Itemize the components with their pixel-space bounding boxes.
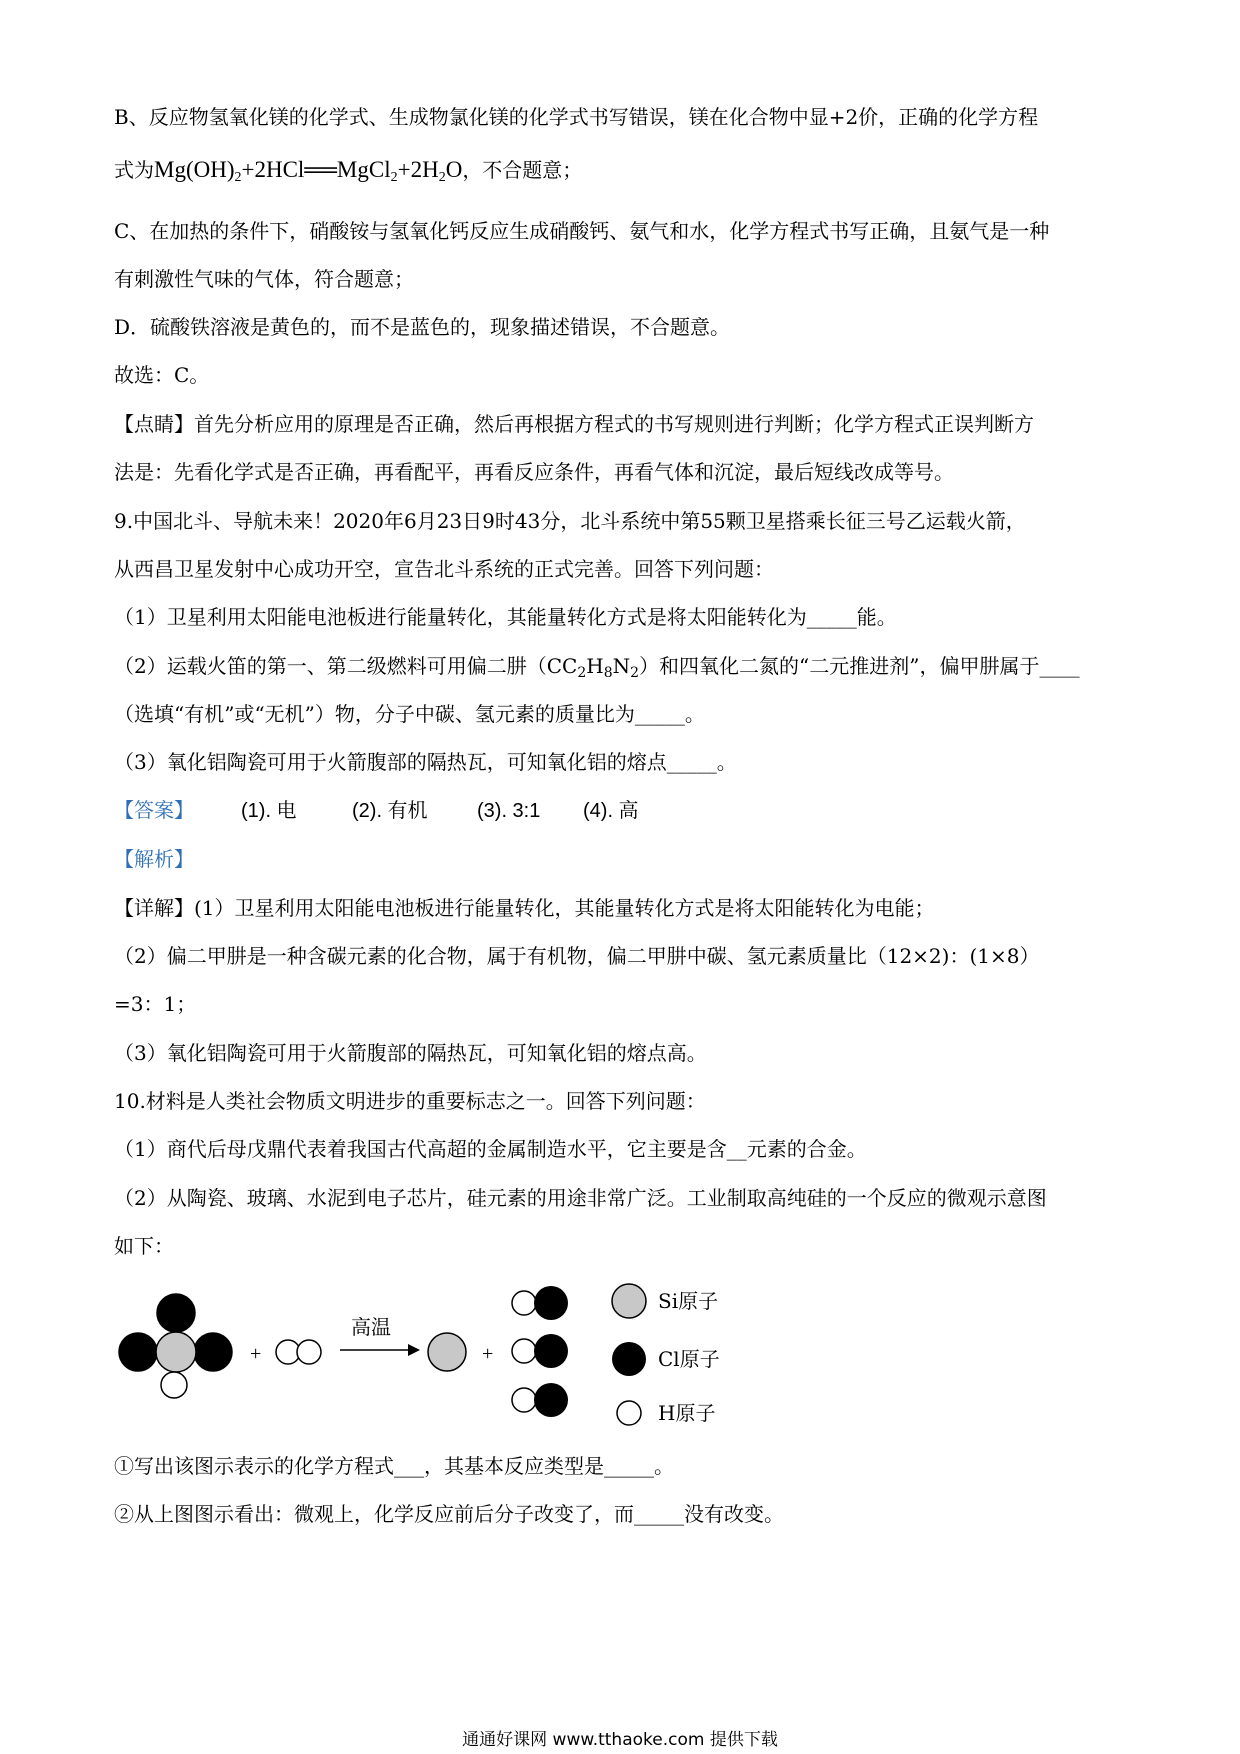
legend-h-icon bbox=[617, 1401, 641, 1425]
detail-line3: =3：1； bbox=[114, 992, 197, 1016]
legend-h-label: H原子 bbox=[658, 1401, 716, 1425]
detail-line2: （2）偏二甲肼是一种含碳元素的化合物，属于有机物，偏二甲肼中碳、氢元素质量比（12×2)：(1×8） bbox=[114, 944, 1040, 968]
question10-line1: 10.材料是人类社会物质文明进步的重要标志之一。回答下列问题： bbox=[114, 1089, 706, 1113]
cl-atom bbox=[534, 1286, 568, 1320]
sihcl3-molecule bbox=[119, 1294, 232, 1398]
h-atom bbox=[297, 1340, 321, 1364]
si-atom-product bbox=[428, 1333, 466, 1371]
paragraph-d: D．硫酸铁溶液是黄色的，而不是蓝色的，现象描述错误，不合题意。 bbox=[114, 315, 731, 339]
paragraph-b-line1: B、反应物氢氧化镁的化学式、生成物氯化镁的化学式书写错误，镁在化合物中显+2价，正确的化学方程 bbox=[114, 105, 1039, 129]
cl-atom bbox=[534, 1383, 568, 1417]
paragraph-c-line2: 有刺激性气味的气体，符合题意； bbox=[114, 267, 414, 291]
question10-item1: ①写出该图示表示的化学方程式___，其基本反应类型是_____。 bbox=[114, 1454, 674, 1478]
answer-1: (1). 电 bbox=[241, 800, 297, 822]
legend-cl-label: Cl原子 bbox=[658, 1347, 720, 1371]
si-atom bbox=[156, 1332, 196, 1372]
legend-si-icon bbox=[612, 1284, 646, 1318]
legend-cl-icon bbox=[612, 1342, 646, 1376]
cl-atom bbox=[534, 1334, 568, 1368]
answer-4: (4). 高 bbox=[583, 800, 639, 822]
footer-text: 通通好课网 www.tthaoke.com 提供下载 bbox=[462, 1730, 778, 1750]
paragraph-b-line2 bbox=[114, 156, 1134, 192]
paragraph-c-line1: C、在加热的条件下，硝酸铵与氢氧化钙反应生成硝酸钙、氨气和水，化学方程式书写正确，且氨气是一种 bbox=[114, 219, 1050, 243]
question10-sub2-line1: （2）从陶瓷、玻璃、水泥到电子芯片，硅元素的用途非常广泛。工业制取高纯硅的一个反应的微观示意图 bbox=[114, 1186, 1047, 1210]
question9-line2: 从西昌卫星发射中心成功开空，宣告北斗系统的正式完善。回答下列问题： bbox=[114, 557, 774, 581]
dianjing-line1: 【点睛】首先分析应用的原理是否正确，然后再根据方程式的书写规则进行判断；化学方程式正误判断方 bbox=[114, 412, 1034, 436]
detail-line4: （3）氧化铝陶瓷可用于火箭腹部的隔热瓦，可知氧化铝的熔点高。 bbox=[114, 1041, 707, 1065]
question9-sub1: （1）卫星利用太阳能电池板进行能量转化，其能量转化方式是将太阳能转化为_____能。 bbox=[114, 605, 897, 629]
legend-si-label: Si原子 bbox=[658, 1289, 719, 1313]
arrow-head-icon bbox=[408, 1344, 420, 1356]
h-atom bbox=[512, 1339, 536, 1363]
formula-prefix: 式为 bbox=[114, 158, 154, 182]
h-atom bbox=[161, 1372, 187, 1398]
question10-sub2-line2: 如下： bbox=[114, 1234, 174, 1258]
dianjing-line2: 法是：先看化学式是否正确，再看配平，再看反应条件，再看气体和沉淀，最后短线改成等号。 bbox=[114, 460, 954, 484]
question10-item2: ②从上图图示看出：微观上，化学反应前后分子改变了，而_____没有改变。 bbox=[114, 1502, 784, 1526]
chemical-equation-mg: $Mg(OH)_2+2HCl══MgCl_2+2H_2O$ bbox=[154, 157, 463, 185]
detail-line1: 【详解】(1）卫星利用太阳能电池板进行能量转化，其能量转化方式是将太阳能转化为电能； bbox=[114, 896, 935, 920]
question9-sub3: （3）氧化铝陶瓷可用于火箭腹部的隔热瓦，可知氧化铝的熔点_____。 bbox=[114, 750, 737, 774]
cl-atom bbox=[194, 1333, 232, 1371]
hcl-molecules bbox=[512, 1286, 568, 1417]
h2-molecule bbox=[276, 1340, 321, 1364]
question9-line1: 9.中国北斗、导航未来！2020年6月23日9时43分，北斗系统中第55颗卫星搭乘长征三号乙运载火箭， bbox=[114, 509, 1026, 533]
answer-label: 【答案】 bbox=[114, 800, 194, 822]
formula-suffix: ，不合题意； bbox=[462, 158, 583, 182]
plus-sign-1: + bbox=[250, 1343, 262, 1365]
reaction-micro-diagram bbox=[114, 1278, 754, 1442]
question9-sub2-line2: （选填“有机”或“无机”）物，分子中碳、氢元素的质量比为_____。 bbox=[114, 702, 705, 726]
answer-2: (2). 有机 bbox=[352, 800, 428, 822]
answer-3: (3). 3:1 bbox=[477, 800, 541, 822]
legend bbox=[612, 1284, 720, 1425]
question10-sub1: （1）商代后母戊鼎代表着我国古代高超的金属制造水平，它主要是含__元素的合金。 bbox=[114, 1137, 867, 1161]
cl-atom bbox=[157, 1294, 195, 1332]
formula-c2h8n2: $C_2H_8N_2$ bbox=[562, 654, 640, 681]
question9-sub2-line1: （2）运载火笛的第一、第二级燃料可用偏二肼$(CC_2H_8N_2)$和四氧化二氮的“二元推进剂”，偏甲肼属于____ bbox=[114, 654, 1080, 681]
cl-atom bbox=[119, 1333, 157, 1371]
analysis-label: 【解析】 bbox=[114, 847, 194, 871]
h-atom bbox=[512, 1388, 536, 1412]
choice-line: 故选：C。 bbox=[114, 363, 210, 387]
plus-sign-2: + bbox=[482, 1343, 494, 1365]
h-atom bbox=[512, 1291, 536, 1315]
reaction-condition: 高温 bbox=[351, 1315, 391, 1339]
